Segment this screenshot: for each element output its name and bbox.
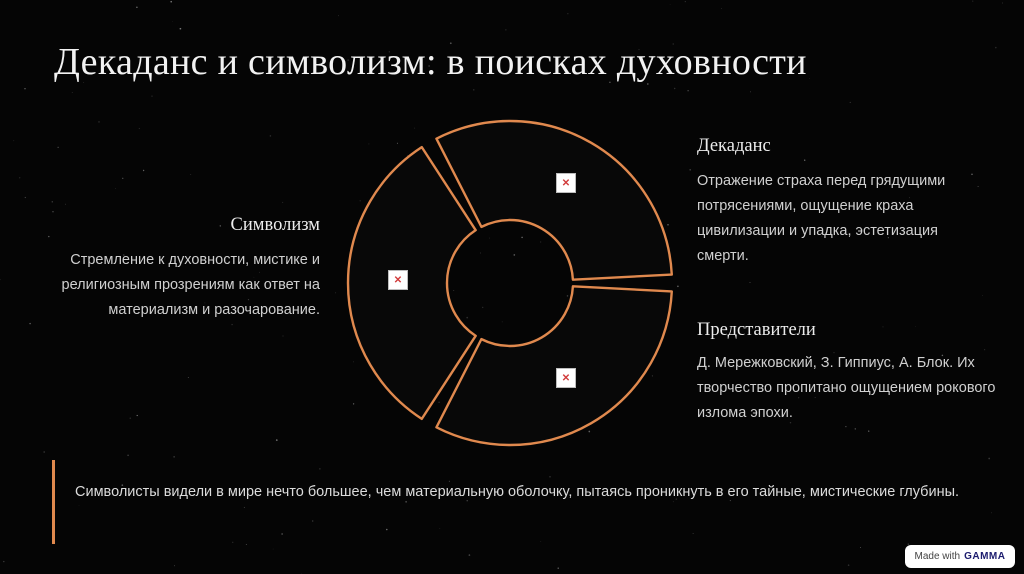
ring-segment-bottom-right [436,286,671,445]
star-dot [190,174,191,175]
star-dot [79,505,80,506]
star-dot [270,135,272,137]
star-dot [170,1,172,3]
star-dot [685,1,686,2]
symbolism-heading: Символизм [230,215,320,235]
star-dot [687,90,688,91]
star-dot [232,542,233,543]
star-dot [19,177,20,178]
star-dot [180,28,182,30]
star-dot [188,377,189,378]
star-dot [860,547,861,548]
star-dot [246,544,247,545]
star-dot [281,533,282,534]
star-dot [152,96,153,97]
star-dot [24,88,25,89]
symbolism-block [40,215,320,323]
star-dot [750,92,751,93]
star-dot [982,295,983,296]
star-dot [567,13,568,14]
star-dot [439,528,440,529]
star-dot [276,439,278,441]
star-dot [868,430,869,431]
star-dot [995,47,997,49]
star-dot [850,102,851,103]
star-dot [3,561,4,562]
star-dot [855,428,856,429]
star-dot [469,554,471,556]
star-dot [693,533,694,534]
star-dot [43,451,45,453]
star-dot [677,285,679,287]
symbolism-text: Стремление к духовности, мистике и религиозным прозрениям как ответ на материализм и разочарование. [61,252,320,318]
star-dot [972,1,973,2]
decadence-block [697,136,987,269]
star-dot [312,520,313,521]
star-dot [52,211,53,212]
star-dot [137,415,138,416]
star-dot [319,468,320,469]
star-dot [549,476,551,478]
representatives-block [697,320,997,426]
star-dot [386,529,388,531]
made-with-gamma-badge[interactable] [905,545,1015,568]
star-dot [52,201,53,202]
star-dot [991,512,992,513]
star-dot [174,565,175,566]
star-dot [848,564,850,566]
star-dot [283,336,284,337]
star-dot [301,573,302,574]
star-dot [136,7,138,9]
star-dot [172,21,173,22]
badge-prefix: Made with [914,551,961,562]
representatives-text: Д. Мережковский, З. Гиппиус, А. Блок. Их творчество пропитано ощущением рокового излома эпохи. [697,355,996,421]
star-dot [58,147,59,148]
star-dot [173,456,174,457]
star-dot [25,197,26,198]
star-dot [335,293,336,294]
star-dot [1002,3,1003,4]
decadence-text: Отражение страха перед грядущими потрясениями, ощущение краха цивилизации и упадка, эстетизация смерти. [697,173,946,264]
star-dot [750,282,751,283]
star-dot [689,169,691,171]
star-dot [273,549,274,550]
star-dot [72,92,73,93]
decadence-heading: Декаданс [697,136,771,156]
quote-text: Символисты видели в мире нечто большее, чем материальную оболочку, пытаясь проникнуть в его тайные, мистические глубины. [75,484,960,500]
star-dot [129,417,131,419]
star-dot [505,29,506,30]
star-dot [473,89,474,90]
star-dot [65,204,66,205]
page-title: Декаданс и символизм: в поисках духовности [54,41,807,83]
star-dot [0,279,1,280]
star-dot [122,178,123,179]
ring-segment-top-right [436,121,671,280]
star-dot [845,426,846,427]
star-dot [721,8,722,9]
ring-segment-left [348,147,476,419]
star-dot [143,170,144,171]
star-dot [988,458,990,460]
star-dot [540,541,541,542]
star-dot [139,128,140,129]
broken-image-icon: ✕ [556,173,576,193]
segmented-ring-diagram [345,118,675,453]
star-dot [338,15,339,16]
star-dot [674,88,675,89]
star-dot [282,202,283,203]
quote-accent-bar [52,460,55,544]
star-dot [115,188,116,189]
star-dot [29,323,30,324]
star-dot [670,4,671,5]
star-dot [244,507,245,508]
star-dot [558,568,559,569]
star-dot [98,121,100,123]
representatives-heading: Представители [697,320,816,340]
broken-image-icon: ✕ [388,270,408,290]
star-dot [13,140,14,141]
star-dot [127,454,129,456]
star-dot [231,324,232,325]
star-dot [809,78,810,79]
broken-image-icon: ✕ [556,368,576,388]
gamma-logo: GAMMA [964,551,1006,562]
